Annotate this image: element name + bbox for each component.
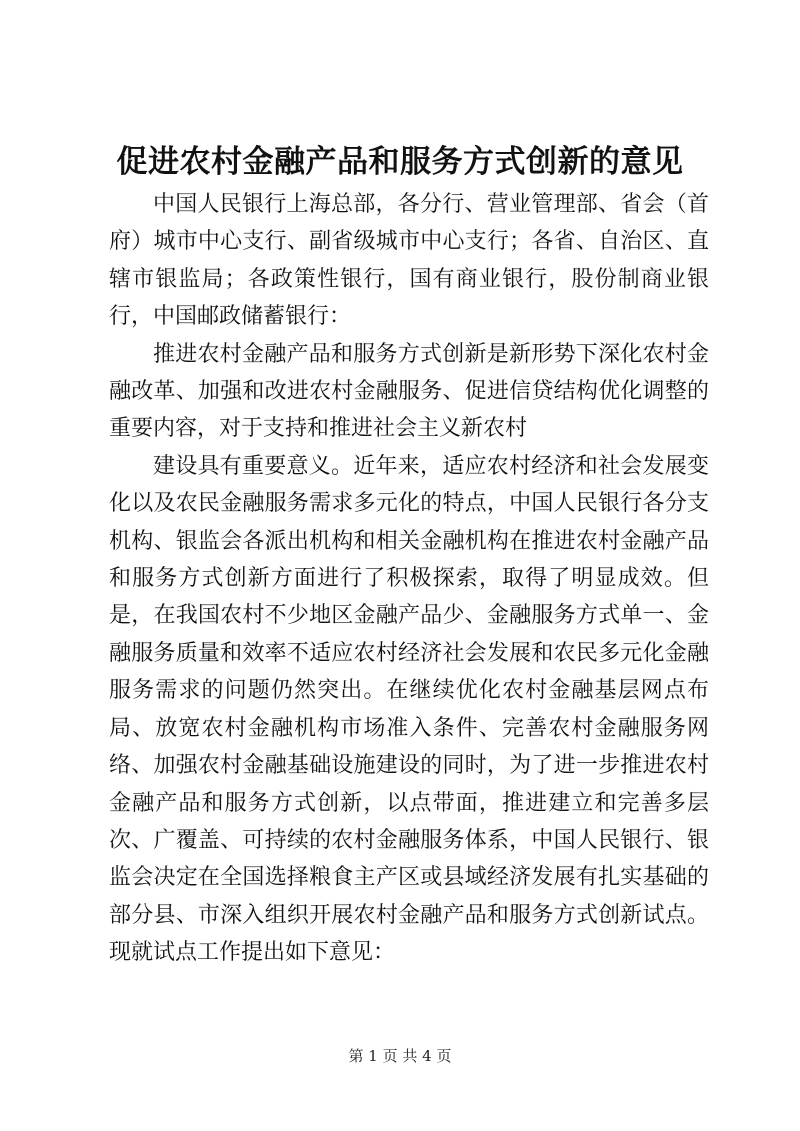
- document-body: [109, 186, 709, 972]
- page-number-footer: 第 1 页 共 4 页: [348, 1047, 452, 1065]
- document-title: 促进农村金融产品和服务方式创新的意见: [116, 144, 684, 180]
- paragraph-main: 建设具有重要意义。近年来，适应农村经济和社会发展变化以及农民金融服务需求多元化的特点，中国人民银行各分支机构、银监会各派出机构和相关金融机构在推进农村金融产品和服务方式创新方面进行了积极探索，取得了明显成效。但是，在我国农村不少地区金融产品少、金融服务方式单一、金融服务质量和效率不适应农村经济社会发展和农民多元化金融服务需求的问题仍然突出。在继续优化农村金融基层网点布局、放宽农村金融机构市场准入条件、完善农村金融服务网络、加强农村金融基础设施建设的同时，为了进一步推进农村金融产品和服务方式创新，以点带面，推进建立和完善多层次、广覆盖、可持续的农村金融服务体系，中国人民银行、银监会决定在全国选择粮食主产区或县域经济发展有扎实基础的部分县、市深入组织开展农村金融产品和服务方式创新试点。现就试点工作提出如下意见：: [109, 453, 709, 966]
- paragraph-salutation: 中国人民银行上海总部，各分行、营业管理部、省会（首府）城市中心支行、副省级城市中心支行；各省、自治区、直辖市银监局；各政策性银行，国有商业银行，股份制商业银行，中国邮政储蓄银行：: [109, 192, 709, 330]
- paragraph-intro: 推进农村金融产品和服务方式创新是新形势下深化农村金融改革、加强和改进农村金融服务、促进信贷结构优化调整的重要内容，对于支持和推进社会主义新农村: [109, 341, 709, 442]
